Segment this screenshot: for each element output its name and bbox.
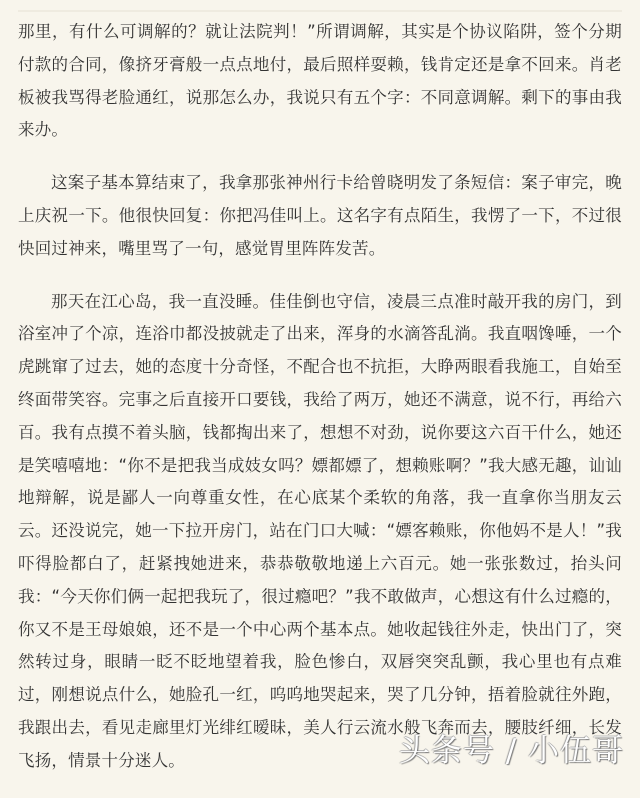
watermark: 头条号 / 小伍哥 bbox=[398, 733, 624, 769]
article-body bbox=[18, 16, 622, 798]
paragraph-1: 那里，有什么可调解的？就让法院判！”所谓调解，其实是个协议陷阱，签个分期付款的合同，像挤牙膏般一点点地付，最后照样耍赖，钱肯定还是拿不回来。肖老板被我骂得老脸通红，说那怎么办，我说只有五个字：不同意调解。剩下的事由我来办。 bbox=[18, 22, 622, 140]
paragraph-2: 这案子基本算结束了，我拿那张神州行卡给曾晓明发了条短信：案子审完，晚上庆祝一下。他很快回复：你把冯佳叫上。这名字有点陌生，我愣了一下，不过很快回过神来，嘴里骂了一句，感觉胃里阵阵发苦。 bbox=[18, 173, 622, 258]
top-divider bbox=[18, 10, 622, 12]
paragraph-3: 那天在江心岛，我一直没睡。佳佳倒也守信，凌晨三点准时敲开我的房门，到浴室冲了个凉，连浴巾都没披就走了出来，浑身的水滴答乱淌。我直咽馋唾，一个虎跳窜了过去，她的态度十分奇怪，不配合也不抗拒，大睁两眼看我施工，自始至终面带笑容。完事之后直接开口要钱，我给了两万，她还不满意，说不行，再给六百。我有点摸不着头脑，钱都掏出来了，想想不对劲，说你要这六百干什么，她还是笑嘻嘻地：“你不是把我当成妓女吗？嫖都嫖了，想赖账啊？”我大感无趣，讪讪地辩解，说是鄙人一向尊重女性，在心底某个柔软的角落，我一直拿你当朋友云云。还没说完，她一下拉开房门，站在门口大喊：“嫖客赖账，你他妈不是人！”我吓得脸都白了，赶紧拽她进来，恭恭敬敬地递上六百元。她一张张数过，抬头问我：“今天你们俩一起把我玩了，很过瘾吧？”我不敢做声，心想这有什么过瘾的，你又不是王母娘娘，还不是一个中心两个基本点。她收起钱往外走，快出门了，突然转过身，眼睛一眨不眨地望着我，脸色惨白，双唇突突乱颤，我心里也有点难过，刚想说点什么，她脸孔一红，呜呜地哭起来，哭了几分钟，捂着脸就往外跑，我跟出去，看见走廊里灯光绯红暧昧，美人行云流水般飞奔而去，腰肢纤细，长发飞扬，情景十分迷人。 bbox=[18, 291, 622, 770]
